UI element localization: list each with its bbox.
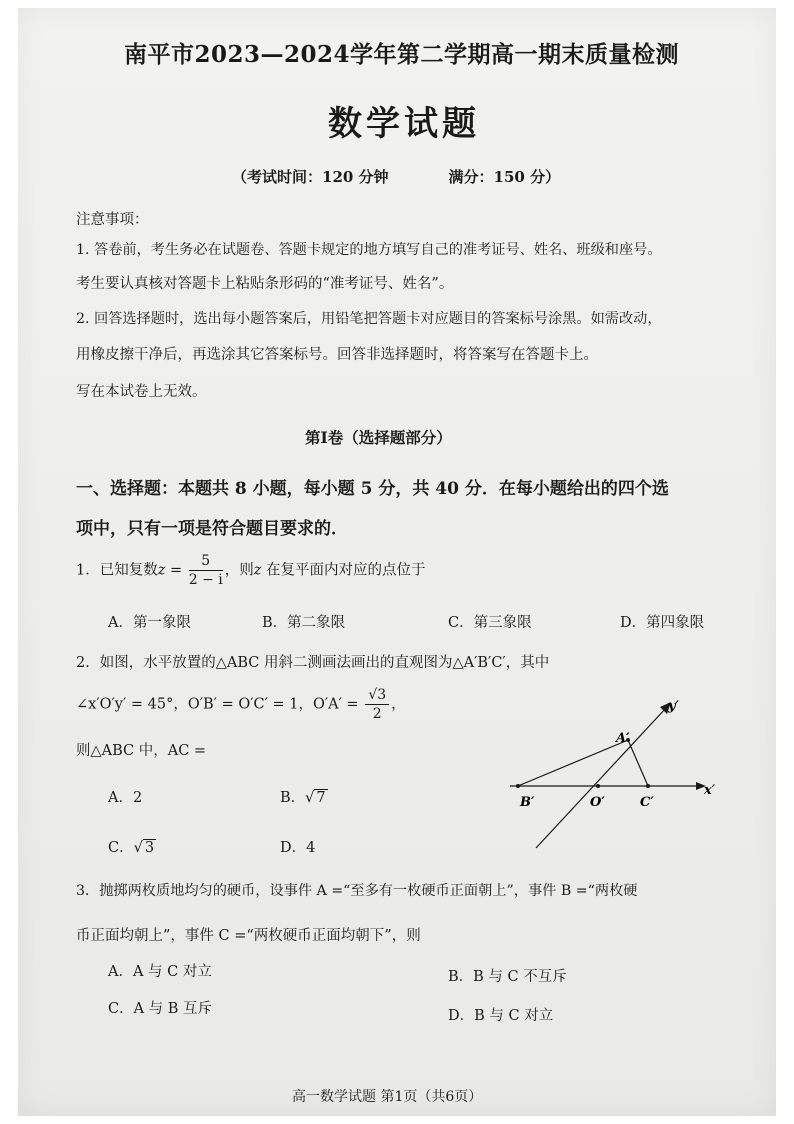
question-3-stem: 3．抛掷两枚质地均匀的硬币，设事件 A =“至多有一枚硬币正面朝上”，事件 B =“两枚硬 xyxy=(76,883,638,899)
note-1b: 考生要认真核对答题卡上粘贴条形码的“准考证号、姓名”。 xyxy=(76,276,454,292)
q1-numerator: 5 xyxy=(189,552,223,571)
q2-option-c-label: C． xyxy=(108,840,134,856)
q2-option-b-label: B． xyxy=(280,790,306,806)
question-2-conditions xyxy=(76,686,406,723)
part-heading: 第Ⅰ卷（选择题部分） xyxy=(305,428,452,447)
point-b xyxy=(516,784,520,788)
q3-option-a: A．A 与 C 对立 xyxy=(108,964,212,980)
q2-frac-numerator: √3 xyxy=(365,686,389,705)
y-axis-line xyxy=(536,708,666,848)
point-o xyxy=(596,784,600,788)
q1-option-c: C．第三象限 xyxy=(448,615,532,631)
q1-option-a: A．第一象限 xyxy=(108,615,191,631)
q3-option-d: D．B 与 C 对立 xyxy=(448,1008,554,1024)
label-c: C′ xyxy=(640,795,654,810)
label-a: A′ xyxy=(616,731,630,746)
q1-suffix: ，则 xyxy=(224,562,254,579)
question-3-stem-cont: 币正面均朝上”，事件 C =“两枚硬币正面均朝下”，则 xyxy=(76,928,421,944)
subject-title: 数学试题 xyxy=(328,104,480,144)
q1-option-d: D．第四象限 xyxy=(620,615,705,631)
question-2-ask: 则△ABC 中，AC = xyxy=(76,743,207,759)
q3-option-c: C．A 与 B 互斥 xyxy=(108,1001,213,1017)
label-o: O′ xyxy=(590,795,605,810)
q1-suffix2: 在复平面内对应的点位于 xyxy=(261,562,426,579)
q2-option-a: A．2 xyxy=(108,790,143,806)
q3-option-b: B．B 与 C 不互斥 xyxy=(448,969,567,985)
note-1a: 1. 答卷前，考生务必在试题卷、答题卡规定的地方填写自己的准考证号、姓名、班级和座号。 xyxy=(76,242,662,258)
q2-option-d: D．4 xyxy=(280,840,316,856)
exam-info xyxy=(232,166,560,187)
page-footer: 高一数学试题 第1页（共6页） xyxy=(292,1089,483,1105)
q2-option-c-value: 3 xyxy=(144,840,155,856)
q1-prefix: 1．已知复数 xyxy=(76,562,158,579)
exam-score: 满分：150 分） xyxy=(448,168,561,186)
question-2-stem: 2．如图，水平放置的△ABC 用斜二测画法画出的直观图为△A′B′C′，其中 xyxy=(76,655,550,671)
label-b: B′ xyxy=(520,795,535,810)
q1-var: z xyxy=(157,562,166,579)
exam-title: 南平市2023—2024学年第二学期高一期末质量检测 xyxy=(124,41,680,68)
oblique-drawing-figure xyxy=(500,690,730,850)
q2-fraction xyxy=(365,686,389,723)
label-y: y′ xyxy=(668,699,679,714)
exam-time: （考试时间：120 分钟 xyxy=(232,168,389,186)
q2-frac-denominator: 2 xyxy=(372,706,382,722)
q1-fraction xyxy=(189,552,223,589)
label-x: x′ xyxy=(704,783,716,798)
question-1-stem xyxy=(76,552,426,589)
q1-eq: = xyxy=(165,562,187,579)
q2-option-c: C．√ 3 xyxy=(108,840,155,856)
section-heading-line1: 一、选择题：本题共 8 小题，每小题 5 分，共 40 分．在每小题给出的四个选 xyxy=(76,479,669,499)
segment-b-a xyxy=(518,740,628,786)
q2-angle-text: ∠x′O′y′ = 45°，O′B′ = O′C′ = 1，O′A′ = xyxy=(76,696,364,713)
note-2a: 2. 回答选择题时，选出每小题答案后，用铅笔把答题卡对应题目的答案标号涂黑。如需改动， xyxy=(76,311,662,327)
notes-heading: 注意事项： xyxy=(76,212,149,228)
q1-var2: z xyxy=(253,562,262,579)
q2-tail: ， xyxy=(391,696,406,713)
q2-option-b: B．√ 7 xyxy=(280,790,326,806)
section-heading-line2: 项中，只有一项是符合题目要求的． xyxy=(76,519,348,539)
note-2c: 写在本试卷上无效。 xyxy=(76,384,207,400)
point-c xyxy=(646,784,650,788)
q1-denominator: 2 − i xyxy=(188,572,223,588)
note-2b: 用橡皮擦干净后，再选涂其它答案标号。回答非选择题时，将答案写在答题卡上。 xyxy=(76,347,598,363)
q1-option-b: B．第二象限 xyxy=(262,615,346,631)
segment-a-c xyxy=(628,740,648,786)
q2-option-b-value: 7 xyxy=(316,790,326,806)
